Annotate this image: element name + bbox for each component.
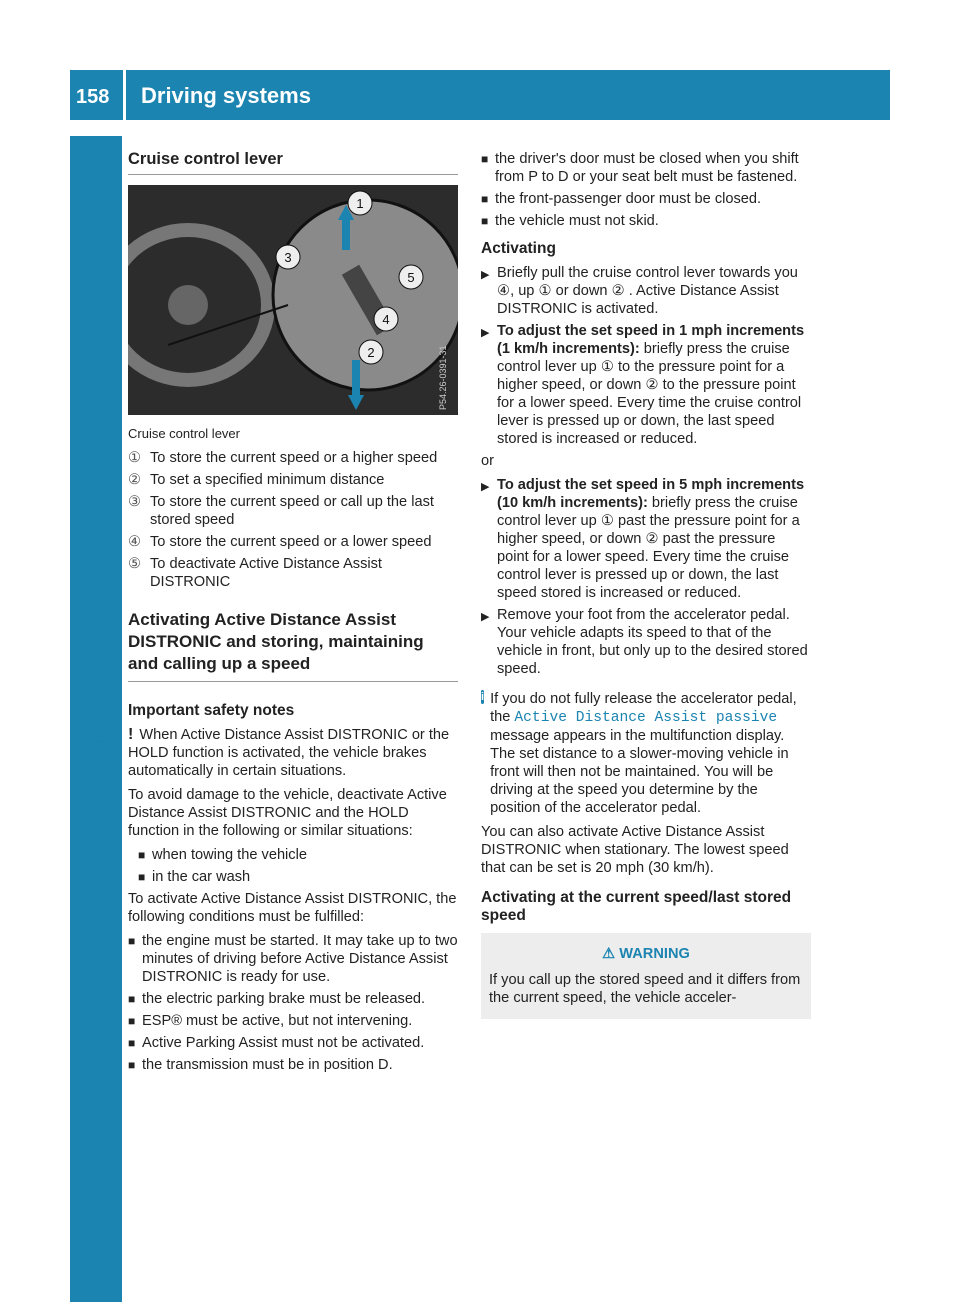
safety-bullet-list: [138, 846, 458, 886]
list-item-text: Active Parking Assist must not be activated.: [142, 1035, 425, 1051]
bullet-icon: ■: [481, 152, 489, 166]
activating-distronic-heading: Activating Active Distance Assist DISTRONIC and storing, maintaining and calling up a speed: [128, 610, 424, 673]
left-column: [128, 150, 458, 1078]
callout-item: [128, 449, 458, 467]
bullet-icon: ■: [128, 1058, 136, 1072]
list-item-text: the electric parking brake must be released.: [142, 991, 426, 1007]
callout-number: ②: [128, 472, 142, 488]
lever-figure: [128, 185, 458, 415]
callout-number: ①: [128, 450, 142, 466]
list-item-text: the vehicle must not skid.: [495, 213, 659, 229]
list-item: [138, 846, 458, 864]
warning-text: If you call up the stored speed and it differs from the current speed, the vehicle acceler-: [489, 972, 801, 1006]
callout-text: To store the current speed or a higher speed: [150, 450, 438, 466]
list-item: [481, 190, 811, 208]
arrow-icon: ▶: [481, 327, 490, 339]
list-item: [128, 932, 458, 986]
or-text: or: [481, 453, 494, 469]
lever-illustration: [128, 185, 458, 415]
callout-1-label: 1: [356, 196, 364, 211]
warning-box: [481, 933, 811, 1019]
list-item: [128, 1012, 458, 1030]
step-remove-foot: ▶ Remove your foot from the accelerator pedal. Your vehicle adapts its speed to that of the vehicle in front, but only up to the desired stored speed.: [481, 607, 808, 677]
bullet-icon: ■: [138, 848, 146, 862]
safety-para2: To avoid damage to the vehicle, deactivate Active Distance Assist DISTRONIC and the HOLD function in the following or similar situations:: [128, 787, 447, 839]
arrow-icon: ▶: [481, 269, 490, 281]
conditions-list: [128, 932, 458, 1074]
callout-text: To deactivate Active Distance Assist DISTRONIC: [150, 556, 382, 590]
right-column: [481, 150, 811, 1019]
callout-5-label: 5: [407, 270, 415, 285]
warning-exclamation-icon: !: [128, 726, 134, 743]
list-item-text: the front-passenger door must be closed.: [495, 191, 762, 207]
divider: [128, 174, 458, 175]
list-item-text: ESP® must be active, but not intervening.: [142, 1013, 413, 1029]
callout-3-label: 3: [284, 250, 292, 265]
current-speed-heading: Activating at the current speed/last stored speed: [481, 889, 792, 924]
callout-number: ③: [128, 494, 142, 510]
callout-2-label: 2: [367, 345, 375, 360]
warning-triangle-icon: ⚠: [602, 946, 616, 962]
stationary-text: You can also activate Active Distance Assist DISTRONIC when stationary. The lowest speed that can be set is 20 mph (30 km/h).: [481, 824, 789, 876]
figure-code: P54.26-0391-31: [438, 345, 448, 410]
step-activate: ▶ Briefly pull the cruise control lever towards you ④, up ① or down ② . Active Distance Assist DISTRONIC is activated.: [481, 265, 798, 317]
callout-item: [128, 533, 458, 551]
safety-heading: Important safety notes: [128, 702, 295, 719]
info-note: i If you do not fully release the accelerator pedal, the Active Distance Assist passive message appears in the multifunction display. The set distance to a slower-moving vehicle in front will then not be maintained. You will be driving at the speed you determine by the position of the accelerator pedal.: [481, 691, 797, 816]
list-item: [138, 868, 458, 886]
warning-header: ⚠ WARNING: [602, 946, 690, 962]
list-item-text: when towing the vehicle: [152, 847, 307, 863]
callout-4-label: 4: [382, 312, 390, 327]
safety-para1: ! When Active Distance Assist DISTRONIC or the HOLD function is activated, the vehicle brakes automatically in certain situations.: [128, 726, 450, 779]
callout-text: To store the current speed or a lower speed: [150, 534, 432, 550]
arrow-icon: ▶: [481, 481, 490, 493]
divider: [128, 681, 458, 682]
activating-heading: Activating: [481, 240, 556, 257]
bullet-icon: ■: [128, 934, 136, 948]
callout-number: ⑤: [128, 556, 142, 572]
list-item: [128, 990, 458, 1008]
callout-item: [128, 471, 458, 489]
header-divider: [123, 70, 126, 120]
callout-list: [128, 449, 458, 591]
arrow-icon: ▶: [481, 611, 490, 623]
bullet-icon: ■: [138, 870, 146, 884]
info-icon: i: [481, 691, 485, 703]
figure-caption: Cruise control lever: [128, 426, 240, 441]
bullet-icon: ■: [128, 1036, 136, 1050]
bullet-icon: ■: [128, 1014, 136, 1028]
list-item: [481, 212, 811, 230]
list-item-text: the transmission must be in position D.: [142, 1057, 393, 1073]
callout-text: To set a specified minimum distance: [150, 472, 385, 488]
list-item: [481, 150, 811, 186]
list-item: [128, 1034, 458, 1052]
step-adjust-1: ▶ To adjust the set speed in 1 mph increments (1 km/h increments): briefly press the cruise control lever up ① to the pressure point for a higher speed, or down ② to the pressure point for a lower speed. Every time the cruise control lever is pressed up or down, the last speed stored is increased or reduced.: [481, 323, 805, 447]
side-tab-label: Driving and parking: [83, 574, 110, 800]
list-item-text: the engine must be started. It may take up to two minutes of driving before Active Distance Assist DISTRONIC is ready for use.: [142, 933, 458, 985]
callout-item: [128, 493, 458, 529]
conditions-list-cont: [481, 150, 811, 230]
conditions-intro: To activate Active Distance Assist DISTRONIC, the following conditions must be fulfilled:: [128, 891, 457, 925]
list-item-text: the driver's door must be closed when you shift from P to D or your seat belt must be fastened.: [495, 151, 799, 185]
bullet-icon: ■: [481, 192, 489, 206]
step-adjust-5: ▶ To adjust the set speed in 5 mph increments (10 km/h increments): briefly press the cruise control lever up ① past the pressure point for a higher speed, or down ② past the pressure point for a lower speed. Every time the cruise control lever is pressed up or down, the last speed stored is increased or reduced.: [481, 477, 805, 601]
page-number: 158: [76, 86, 110, 108]
bullet-icon: ■: [128, 992, 136, 1006]
callout-number: ④: [128, 534, 142, 550]
callout-text: To store the current speed or call up the last stored speed: [150, 494, 434, 528]
list-item: [128, 1056, 458, 1074]
list-item-text: in the car wash: [152, 869, 251, 885]
section-title: Driving systems: [141, 83, 311, 108]
callout-item: [128, 555, 458, 591]
lever-heading: Cruise control lever: [128, 150, 283, 168]
bullet-icon: ■: [481, 214, 489, 228]
